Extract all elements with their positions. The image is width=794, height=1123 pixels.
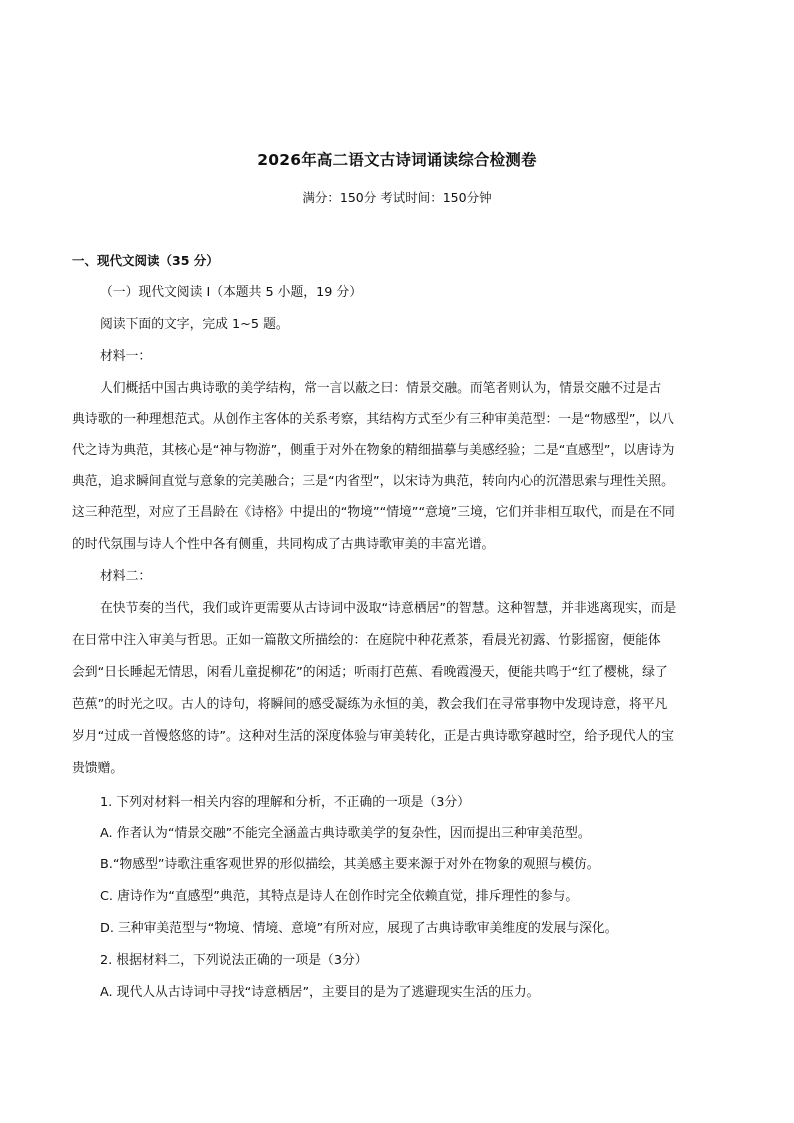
answer-option: C. 唐诗作为“直感型”典范，其特点是诗人在创作时完全依赖直觉，排斥理性的参与。	[100, 889, 579, 904]
answer-option: D. 三种审美范型与“物境、情境、意境”有所对应，展现了古典诗歌审美维度的发展与深化。	[100, 921, 618, 936]
paragraph-line: 芭蕉”的时光之叹。古人的诗句，将瞬间的感受凝练为永恒的美，教会我们在寻常事物中发现诗意，将平凡	[72, 697, 668, 712]
paragraph-line: 人们概括中国古典诗歌的美学结构，常一言以蔽之曰：情景交融。而笔者则认为，情景交融不过是古	[100, 381, 662, 396]
sub-section-heading: （一）现代文阅读 I（本题共 5 小题，19 分）	[100, 285, 363, 300]
answer-option: B.“物感型”诗歌注重客观世界的形似描绘，其美感主要来源于对外在物象的观照与模仿。	[100, 857, 600, 872]
paragraph-line: 典诗歌的一种理想范式。从创作主客体的关系考察，其结构方式至少有三种审美范型：一是“物感型”，以八	[72, 412, 674, 427]
paragraph-line: 在快节奏的当代，我们或许更需要从古诗词中汲取“诗意栖居”的智慧。这种智慧，并非逃离现实，而是	[100, 601, 677, 616]
section-heading: 一、现代文阅读（35 分）	[72, 253, 219, 268]
question-stem: 1. 下列对材料一相关内容的理解和分析，不正确的一项是（3分）	[100, 795, 470, 810]
instruction-text: 阅读下面的文字，完成 1~5 题。	[100, 317, 289, 332]
page-title: 2026年高二语文古诗词诵读综合检测卷	[257, 151, 537, 169]
paragraph-line: 的时代氛围与诗人个性中各有侧重，共同构成了古典诗歌审美的丰富光谱。	[72, 537, 495, 552]
exam-info: 满分：150分 考试时间：150分钟	[302, 190, 492, 205]
paragraph-line: 代之诗为典范，其核心是“神与物游”，侧重于对外在物象的精细描摹与美感经验；二是“直感型”，以唐诗为	[72, 443, 675, 458]
material-1-label: 材料一：	[100, 349, 152, 364]
paragraph-line: 这三种范型，对应了王昌龄在《诗格》中提出的“物境”“情境”“意境”三境，它们并非相互取代，而是在不同	[72, 505, 675, 520]
paragraph-line: 会到“日长睡起无情思，闲看儿童捉柳花”的闲适；听雨打芭蕉、看晚霞漫天，便能共鸣于“红了樱桃，绿了	[72, 665, 668, 680]
question-stem: 2. 根据材料二，下列说法正确的一项是（3分）	[100, 953, 368, 968]
paragraph-line: 在日常中注入审美与哲思。正如一篇散文所描绘的：在庭院中种花煮茶，看晨光初露、竹影摇窗，便能体	[72, 633, 661, 648]
answer-option: A. 作者认为“情景交融”不能完全涵盖古典诗歌美学的复杂性，因而提出三种审美范型。	[100, 826, 591, 841]
paragraph-line: 典范，追求瞬间直觉与意象的完美融合；三是“内省型”，以宋诗为典范，转向内心的沉潜思索与理性关照。	[72, 474, 674, 489]
material-2-label: 材料二：	[100, 569, 152, 584]
paragraph-line: 岁月“过成一首慢悠悠的诗”。这种对生活的深度体验与审美转化，正是古典诗歌穿越时空，给予现代人的宝	[72, 729, 674, 744]
answer-option: A. 现代人从古诗词中寻找“诗意栖居”，主要目的是为了逃避现实生活的压力。	[100, 985, 540, 1000]
paragraph-line: 贵馈赠。	[72, 761, 124, 776]
